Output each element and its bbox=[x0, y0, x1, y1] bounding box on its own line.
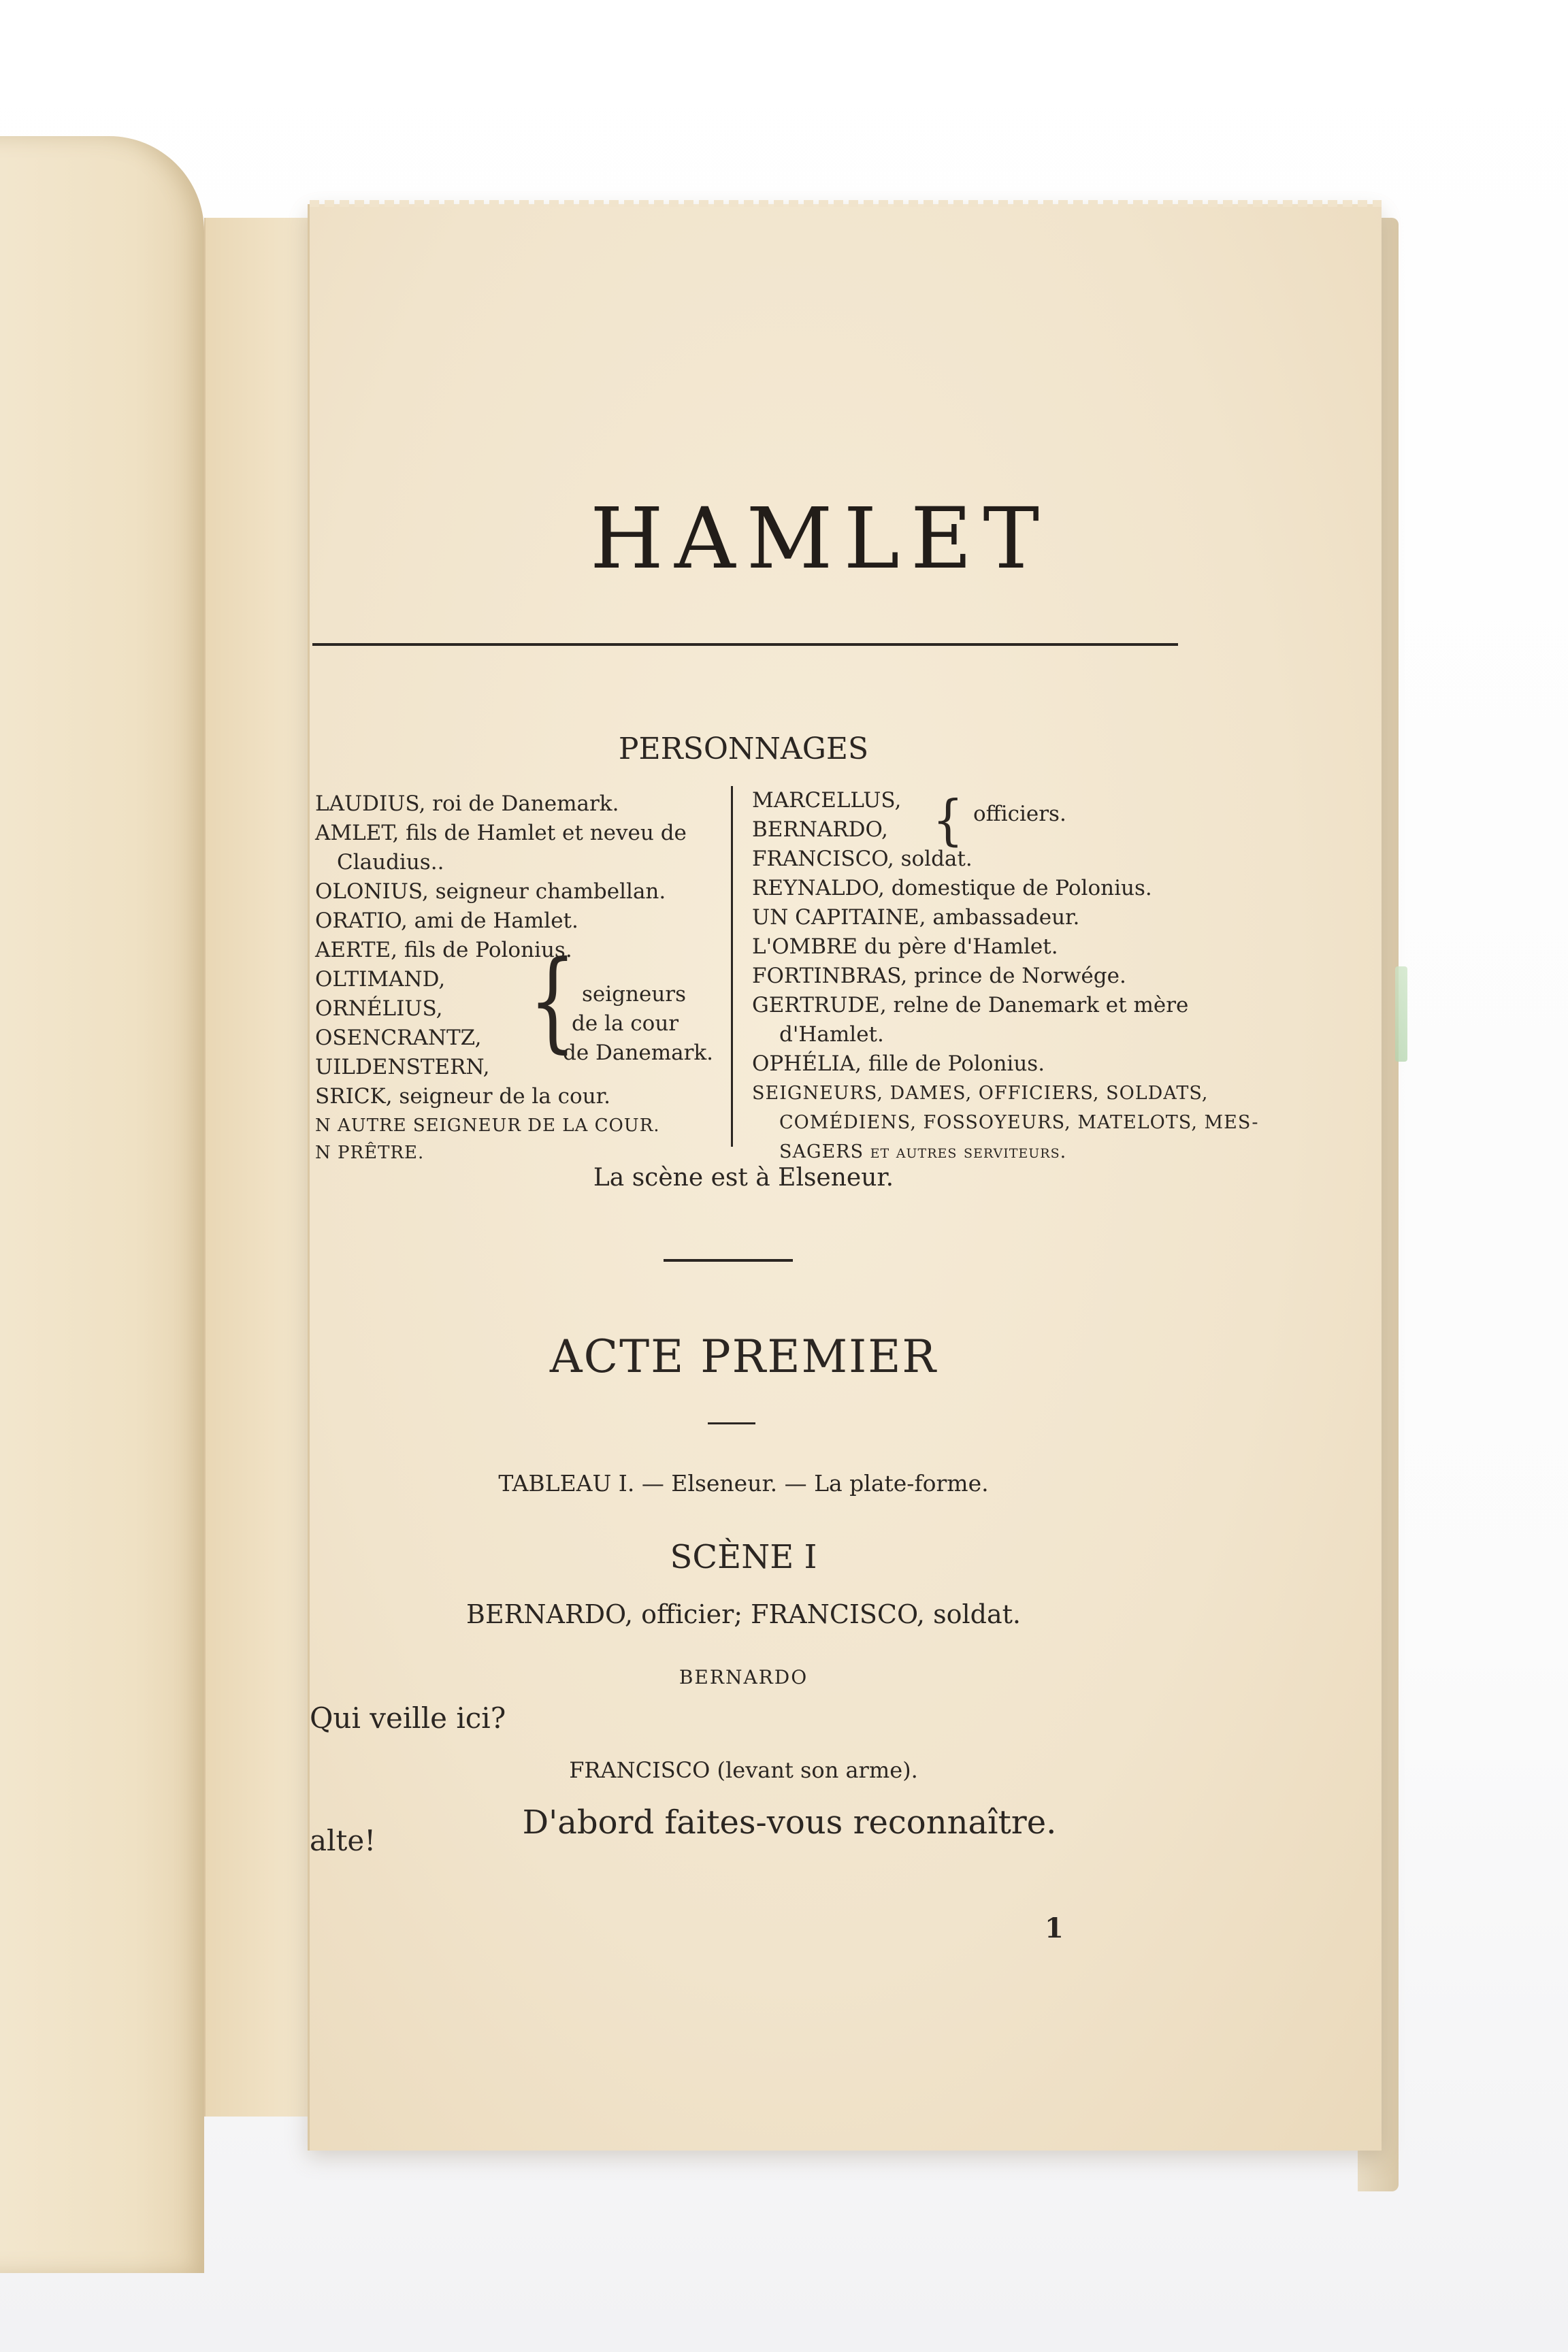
cast-left-7: ORNÉLIUS, bbox=[315, 996, 443, 1021]
cast-left-3: OLONIUS, seigneur chambellan. bbox=[315, 879, 666, 904]
cast-left-6: OLTIMAND, bbox=[315, 967, 446, 992]
brace-seigneurs: { bbox=[529, 937, 576, 1064]
cast-right-2: FRANCISCO, soldat. bbox=[752, 847, 973, 871]
cast-right-0: MARCELLUS, bbox=[752, 788, 902, 813]
dialogue-line-2: D'abord faites-vous reconnaître. bbox=[522, 1803, 1057, 1842]
cast-left-9: UILDENSTERN, bbox=[315, 1055, 490, 1079]
title-rule bbox=[312, 643, 1178, 646]
cast-right-9: OPHÉLIA, fille de Polonius. bbox=[752, 1051, 1045, 1076]
section-rule bbox=[664, 1259, 793, 1262]
book-page bbox=[308, 204, 1382, 2151]
cast-right-8: d'Hamlet. bbox=[779, 1022, 884, 1047]
cast-right-7: GERTRUDE, relne de Danemark et mère bbox=[752, 993, 1189, 1017]
cast-right-12: SAGERS et autres serviteurs. bbox=[779, 1141, 1067, 1162]
cast-left-5: AERTE, fils de Polonius. bbox=[315, 938, 572, 962]
cast-left-1: AMLET, fils de Hamlet et neveu de bbox=[315, 821, 687, 845]
tableau-line: TABLEAU I. — Elseneur. — La plate-forme. bbox=[498, 1470, 989, 1497]
seigneurs-note-0: seigneurs bbox=[582, 982, 687, 1007]
scene-personnages: BERNARDO, officier; FRANCISCO, soldat. bbox=[466, 1599, 1021, 1629]
cast-right-1: BERNARDO, bbox=[752, 817, 888, 842]
acte-rule bbox=[708, 1422, 755, 1424]
cast-left-12: N PRÊTRE. bbox=[315, 1143, 425, 1163]
bookmark-ribbon bbox=[1395, 966, 1407, 1062]
personnages-heading: PERSONNAGES bbox=[618, 732, 869, 766]
cast-column-divider bbox=[731, 786, 733, 1147]
brace-officiers: { bbox=[932, 788, 964, 852]
cast-left-0: LAUDIUS, roi de Danemark. bbox=[315, 791, 619, 816]
cast-right-10: SEIGNEURS, DAMES, OFFICIERS, SOLDATS, bbox=[752, 1083, 1209, 1104]
seigneurs-note-2: de Danemark. bbox=[563, 1041, 714, 1065]
stage-direction: FRANCISCO (levant son arme). bbox=[569, 1757, 918, 1783]
cast-left-4: ORATIO, ami de Hamlet. bbox=[315, 909, 578, 933]
dialogue-line-1: Qui veille ici? bbox=[310, 1701, 506, 1735]
spine-gutter bbox=[204, 218, 314, 2117]
dialogue-line-3: alte! bbox=[310, 1824, 376, 1857]
scene-location: La scène est à Elseneur. bbox=[593, 1164, 894, 1192]
cast-right-4: UN CAPITAINE, ambassadeur. bbox=[752, 905, 1080, 930]
cast-left-10: SRICK, seigneur de la cour. bbox=[315, 1084, 610, 1109]
speaker-bernardo: BERNARDO bbox=[679, 1666, 808, 1688]
acte-heading: ACTE PREMIER bbox=[549, 1330, 938, 1383]
officiers-note: officiers. bbox=[973, 802, 1066, 826]
seigneurs-note-1: de la cour bbox=[572, 1011, 679, 1036]
cast-left-2: Claudius.. bbox=[337, 850, 444, 875]
page-number: 1 bbox=[1045, 1912, 1064, 1944]
cast-right-11: COMÉDIENS, FOSSOYEURS, MATELOTS, MES- bbox=[779, 1112, 1259, 1133]
cast-right-5: L'OMBRE du père d'Hamlet. bbox=[752, 934, 1058, 959]
left-page bbox=[0, 136, 204, 2273]
cast-right-3: REYNALDO, domestique de Polonius. bbox=[752, 876, 1152, 900]
cast-right-6: FORTINBRAS, prince de Norwége. bbox=[752, 964, 1126, 988]
scene-heading: SCÈNE I bbox=[670, 1538, 817, 1576]
play-title: HAMLET bbox=[589, 490, 1051, 588]
cast-left-11: N AUTRE SEIGNEUR DE LA COUR. bbox=[315, 1115, 660, 1136]
cast-left-8: OSENCRANTZ, bbox=[315, 1026, 482, 1050]
